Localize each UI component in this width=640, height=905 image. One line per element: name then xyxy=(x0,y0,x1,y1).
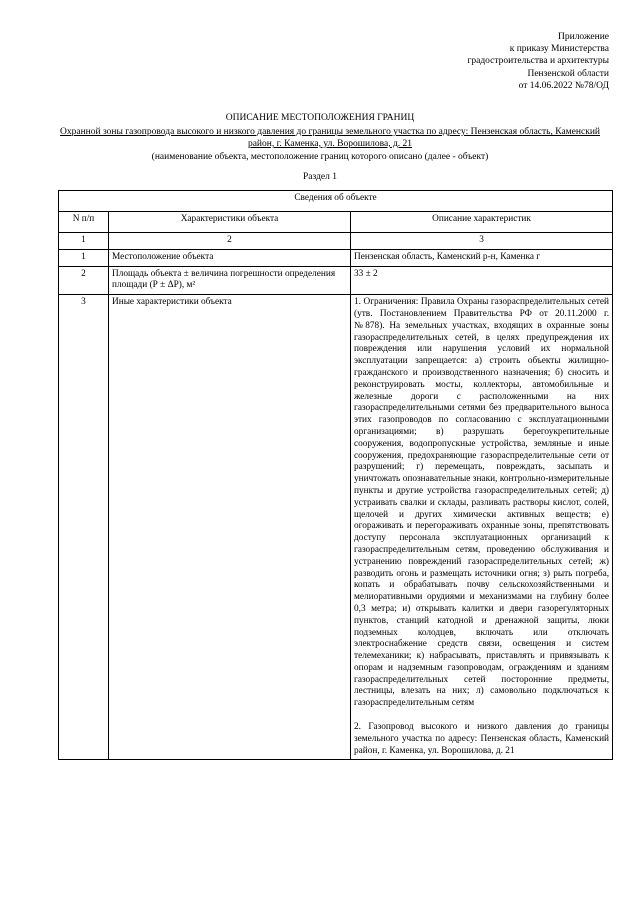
row-description: 33 ± 2 xyxy=(351,266,613,295)
row-characteristic: Местоположение объекта xyxy=(109,249,351,266)
header-characteristic: Характеристики объекта xyxy=(109,212,351,233)
appendix-line: от 14.06.2022 №78/ОД xyxy=(518,80,609,91)
row-description xyxy=(351,295,613,760)
row-description: Пензенская область, Каменский р-н, Каменка г xyxy=(351,249,613,266)
section-title: Раздел 1 xyxy=(303,172,337,182)
appendix-line: Пензенской области xyxy=(527,68,609,79)
table-row xyxy=(59,295,613,760)
appendix-line: к приказу Министерства xyxy=(509,44,609,55)
table-row xyxy=(59,249,613,266)
object-name: Охранной зоны газопровода высокого и низкого давления до границы земельного участка по адресу: Пензенская область, Каменский район, г. Каменка, ул. Ворошилова, д. 21 xyxy=(60,127,600,149)
object-info-table xyxy=(58,190,613,760)
object-caption: (наименование объекта, местоположение границ которого описано (далее - объект) xyxy=(151,152,489,162)
table-row xyxy=(59,266,613,295)
row-characteristic: Иные характеристики объекта xyxy=(109,295,351,760)
index-cell: 1 xyxy=(59,233,109,250)
restrictions-paragraph: 1. Ограничения: Правила Охраны газораспределительных сетей (утв. Постановлением Правительства РФ от 20.11.2000 г. №878). На земельных участках, входящих в охранные зоны газораспределительных сетей, в целях предупреждения их повреждения или нарушения условий их нормальной эксплуатации запрещается: а) строить объекты жилищно-гражданского и производственного назначения; б) сносить и реконструировать мосты, коллекторы, автомобильные и железные дороги с расположенными на них газораспределительными сетями без предварительного выноса этих газопроводов по согласованию с эксплуатационными организациями; в) разрушать берегоукрепительные сооружения, водопропускные устройства, земляные и иные сооружения, предохраняющие газораспределительные сети от разрушений; г) перемещать, повреждать, засыпать и уничтожать опознавательные знаки, контрольно-измерительные пункты и другие устройства газораспределительных сетей; д) устраивать свалки и склады, разливать растворы кислот, солей, щелочей и других химически активных веществ; е) огораживать и перегораживать охранные зоны, препятствовать доступу персонала эксплуатационных организаций к газораспределительным сетям, проведению обслуживания и устранению повреждений газораспределительных сетей; ж) разводить огонь и размещать источники огня; з) рыть погреба, копать и обрабатывать почву сельскохозяйственными и мелиоративными орудиями и механизмами на глубину более 0,3 метра; и) открывать калитки и двери газорегуляторных пунктов, станций катодной и дренажной защиты, люки подземных колодцев, включать или отключать электроснабжение средств связи, освещения и систем телемеханики; к) набрасывать, приставлять и привязывать к опорам и надземным газопроводам, ограждениям и зданиям газораспределительных сетей посторонние предметы, лестницы, влезать на них; л) самовольно подключаться к газораспределительным сетям xyxy=(354,297,610,709)
appendix-block xyxy=(349,31,609,92)
header-number: N п/п xyxy=(59,212,109,233)
row-number: 2 xyxy=(59,266,109,295)
table-row xyxy=(59,233,613,250)
appendix-line: Приложение xyxy=(558,32,609,42)
row-characteristic: Площадь объекта ± величина погрешности определения площади (Р ± ΔР), м² xyxy=(109,266,351,295)
appendix-line: градостроительства и архитектуры xyxy=(467,56,609,67)
table-title: Сведения об объекте xyxy=(59,191,613,212)
index-cell: 3 xyxy=(351,233,613,250)
pipeline-paragraph: 2. Газопровод высокого и низкого давления до границы земельного участка по адресу: Пензенская область, Каменский район, г. Каменка, ул. Ворошилова, д. 21 xyxy=(354,722,610,756)
document-title: ОПИСАНИЕ МЕСТОПОЛОЖЕНИЯ ГРАНИЦ xyxy=(225,113,415,123)
header-description: Описание характеристик xyxy=(351,212,613,233)
index-cell: 2 xyxy=(109,233,351,250)
row-number: 1 xyxy=(59,249,109,266)
row-number: 3 xyxy=(59,295,109,760)
